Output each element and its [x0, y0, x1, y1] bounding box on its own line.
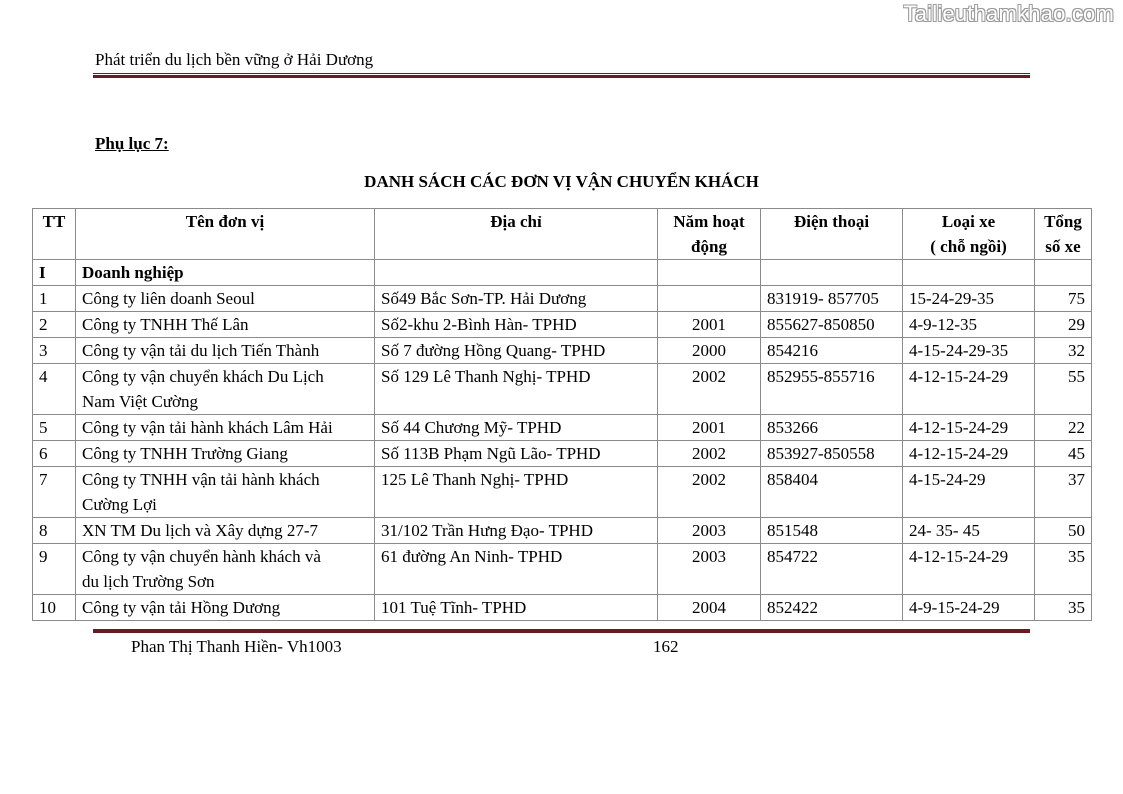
cell-tt: 6: [33, 441, 76, 467]
cell-tt: 10: [33, 595, 76, 621]
cell-phone: 855627-850850: [761, 312, 903, 338]
cell-vehicle-type: 4-12-15-24-29: [903, 415, 1035, 441]
cell-phone: 851548: [761, 518, 903, 544]
footer-rule: [93, 628, 1030, 633]
header-rule: [93, 73, 1030, 78]
column-header-year: Năm hoạt động: [658, 209, 761, 260]
cell-tt: 2: [33, 312, 76, 338]
cell-name: Công ty vận chuyển hành khách và du lịch Trường Sơn: [76, 544, 375, 595]
cell-phone: 858404: [761, 467, 903, 518]
cell-address: Số49 Bắc Sơn-TP. Hải Dương: [375, 286, 658, 312]
table-row: [33, 518, 1092, 544]
table-row: [33, 544, 1092, 595]
cell-tt: 7: [33, 467, 76, 518]
column-header-vehicle-type: Loại xe ( chỗ ngồi): [903, 209, 1035, 260]
cell-total: 75: [1035, 286, 1092, 312]
cell-year: 2002: [658, 364, 761, 415]
footer-author: Phan Thị Thanh Hiền- Vh1003: [131, 637, 342, 656]
carriers-table: [32, 208, 1092, 621]
cell-vehicle-type: 4-12-15-24-29: [903, 364, 1035, 415]
cell-total: 35: [1035, 544, 1092, 595]
cell-tt: 8: [33, 518, 76, 544]
cell-address: 101 Tuệ Tĩnh- TPHD: [375, 595, 658, 621]
cell-name: Công ty TNHH Trường Giang: [76, 441, 375, 467]
list-title: DANH SÁCH CÁC ĐƠN VỊ VẬN CHUYỂN KHÁCH: [364, 172, 759, 191]
cell-total: 32: [1035, 338, 1092, 364]
cell-vehicle-type: 24- 35- 45: [903, 518, 1035, 544]
cell-address: Số 7 đường Hồng Quang- TPHD: [375, 338, 658, 364]
page-number: 162: [653, 637, 679, 656]
cell-vehicle-type: 15-24-29-35: [903, 286, 1035, 312]
cell-address: 125 Lê Thanh Nghị- TPHD: [375, 467, 658, 518]
cell-address: 31/102 Trần Hưng Đạo- TPHD: [375, 518, 658, 544]
cell-tt: 9: [33, 544, 76, 595]
cell-total: 22: [1035, 415, 1092, 441]
cell-name: Công ty vận tải hành khách Lâm Hải: [76, 415, 375, 441]
cell-total: 45: [1035, 441, 1092, 467]
table-row: [33, 467, 1092, 518]
cell-address: 61 đường An Ninh- TPHD: [375, 544, 658, 595]
table-row: [33, 338, 1092, 364]
cell-year: 2001: [658, 415, 761, 441]
cell-name: XN TM Du lịch và Xây dựng 27-7: [76, 518, 375, 544]
cell-phone: 852422: [761, 595, 903, 621]
page-header-title: Phát triển du lịch bền vững ở Hải Dương: [95, 50, 374, 69]
appendix-label: Phụ lục 7:: [95, 134, 169, 153]
cell-phone: 831919- 857705: [761, 286, 903, 312]
cell-name: Công ty vận chuyển khách Du Lịch Nam Việt Cường: [76, 364, 375, 415]
cell-name: Công ty liên doanh Seoul: [76, 286, 375, 312]
cell-vehicle-type: 4-12-15-24-29: [903, 544, 1035, 595]
cell-phone: 852955-855716: [761, 364, 903, 415]
cell-year: 2003: [658, 544, 761, 595]
cell-year: [658, 286, 761, 312]
cell-name: Công ty vận tải Hồng Dương: [76, 595, 375, 621]
watermark: Tailieuthamkhao.com: [903, 1, 1114, 26]
cell-tt: 1: [33, 286, 76, 312]
table-row: [33, 364, 1092, 415]
table-row: [33, 441, 1092, 467]
table-header-row: [33, 209, 1092, 260]
cell-tt: 5: [33, 415, 76, 441]
column-header-phone: Điện thoại: [761, 209, 903, 260]
table-row: [33, 286, 1092, 312]
cell-name: Công ty vận tải du lịch Tiến Thành: [76, 338, 375, 364]
cell-vehicle-type: 4-15-24-29-35: [903, 338, 1035, 364]
cell-vehicle-type: 4-9-12-35: [903, 312, 1035, 338]
cell-year: 2003: [658, 518, 761, 544]
cell-vehicle-type: 4-9-15-24-29: [903, 595, 1035, 621]
cell-address: Số 44 Chương Mỹ- TPHD: [375, 415, 658, 441]
group-tt: I: [33, 260, 76, 286]
column-header-total: Tổng số xe: [1035, 209, 1092, 260]
cell-phone: 853266: [761, 415, 903, 441]
cell-vehicle-type: 4-15-24-29: [903, 467, 1035, 518]
group-name: Doanh nghiệp: [76, 260, 375, 286]
cell-year: 2001: [658, 312, 761, 338]
column-header-address: Địa chỉ: [375, 209, 658, 260]
cell-name: Công ty TNHH Thế Lân: [76, 312, 375, 338]
cell-name: Công ty TNHH vận tải hành khách Cường Lợi: [76, 467, 375, 518]
table-row: [33, 312, 1092, 338]
cell-tt: 4: [33, 364, 76, 415]
cell-year: 2002: [658, 467, 761, 518]
cell-total: 55: [1035, 364, 1092, 415]
column-header-name: Tên đơn vị: [76, 209, 375, 260]
cell-phone: 853927-850558: [761, 441, 903, 467]
cell-phone: 854722: [761, 544, 903, 595]
table-row: [33, 595, 1092, 621]
cell-year: 2000: [658, 338, 761, 364]
cell-vehicle-type: 4-12-15-24-29: [903, 441, 1035, 467]
cell-total: 29: [1035, 312, 1092, 338]
table-group-row: [33, 260, 1092, 286]
column-header-tt: TT: [33, 209, 76, 260]
table-row: [33, 415, 1092, 441]
cell-year: 2004: [658, 595, 761, 621]
cell-address: Số 129 Lê Thanh Nghị- TPHD: [375, 364, 658, 415]
cell-total: 35: [1035, 595, 1092, 621]
cell-tt: 3: [33, 338, 76, 364]
cell-address: Số2-khu 2-Bình Hàn- TPHD: [375, 312, 658, 338]
cell-total: 50: [1035, 518, 1092, 544]
cell-phone: 854216: [761, 338, 903, 364]
cell-total: 37: [1035, 467, 1092, 518]
cell-address: Số 113B Phạm Ngũ Lão- TPHD: [375, 441, 658, 467]
cell-year: 2002: [658, 441, 761, 467]
